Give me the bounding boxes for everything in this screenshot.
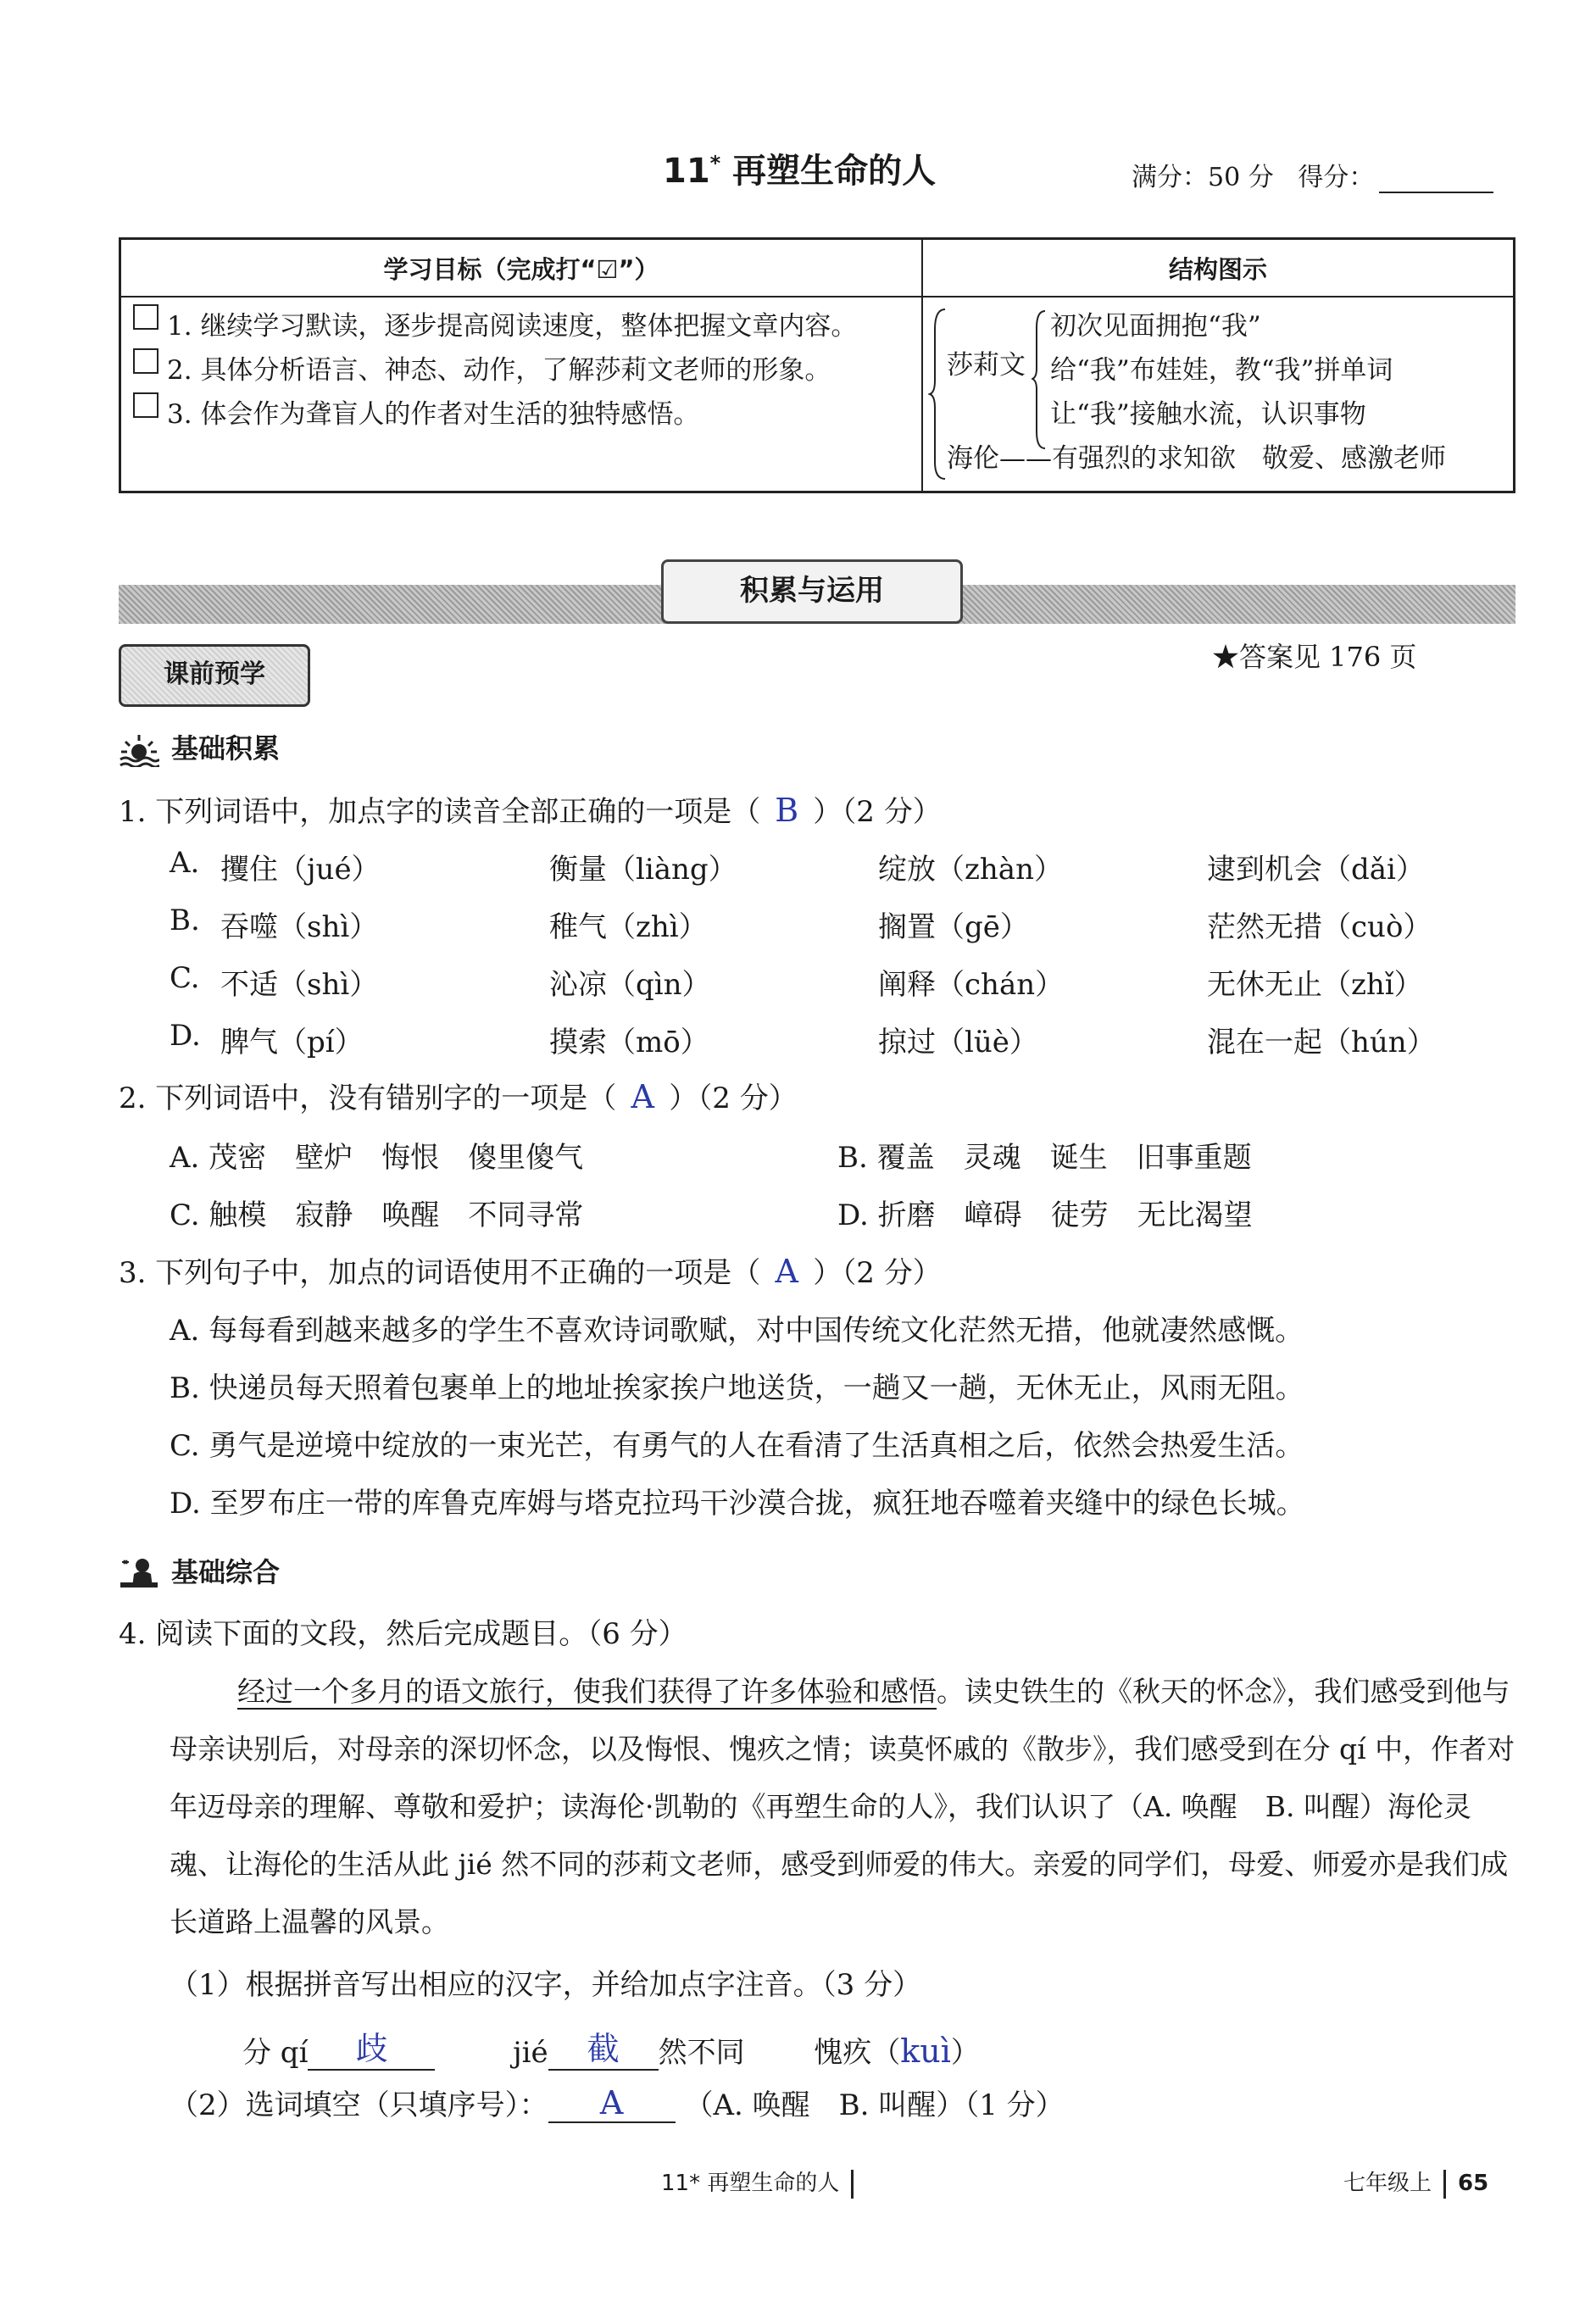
- q2-option-c: C. 触模 寂静 唤醒 不同寻常: [170, 1198, 584, 1232]
- section-title: 积累与运用: [661, 559, 963, 624]
- q3-option-a: A. 每每看到越来越多的学生不喜欢诗词歌赋，对中国传统文化茫然无措，他就凄然感慨。: [170, 1314, 1304, 1348]
- q2-option-a: A. 茂密 壁炉 悔恨 傻里傻气: [170, 1141, 584, 1175]
- footer-lesson: 11* 再塑生命的人: [661, 2171, 840, 2196]
- goals-header: 学习目标（完成打“☑”）: [120, 239, 923, 297]
- sunrise-icon: [119, 733, 159, 767]
- score-blank[interactable]: [1379, 166, 1493, 193]
- footer-divider: [1443, 2170, 1446, 2199]
- title-row: [0, 144, 1596, 203]
- footer-divider: [851, 2170, 854, 2199]
- q4-stem: 4. 阅读下面的文段，然后完成题目。（6 分）: [119, 1617, 687, 1651]
- q2-option-d: D. 折磨 嶂碍 徒劳 无比渴望: [837, 1198, 1253, 1232]
- goals-table: [119, 237, 1515, 493]
- reading-person-icon: [119, 1557, 159, 1591]
- structure-step-2: 给“我”布娃娃，教“我”拼单词: [1050, 355, 1393, 386]
- goal-checkbox[interactable]: [133, 304, 158, 330]
- goals-list: [120, 297, 923, 492]
- q3-stem: 3. 下列句子中，加点的词语使用不正确的一项是（ A ）（2 分）: [119, 1253, 942, 1290]
- footer-grade: 七年级上: [1343, 2171, 1432, 2196]
- q1-option-row: D. 脾气（pí） 摸索（mō） 掠过（lüè） 混在一起（hún）: [170, 1019, 1436, 1059]
- lesson-title: 11* 再塑生命的人: [663, 151, 937, 191]
- goal-item: 2. 具体分析语言、神态、动作，了解莎莉文老师的形象。: [133, 348, 909, 392]
- comp-heading: 基础综合: [119, 1551, 280, 1591]
- score-area: [1132, 156, 1493, 193]
- fill3-answer[interactable]: kuì: [900, 2032, 951, 2070]
- goal-checkbox[interactable]: [133, 392, 158, 418]
- q3-option-d: D. 至罗布庄一带的库鲁克库姆与塔克拉玛干沙漠合拢，疯狂地吞噬着夹缝中的绿色长城。: [170, 1487, 1305, 1521]
- sullivan-label: 莎莉文: [947, 350, 1026, 381]
- q1-answer[interactable]: B: [775, 792, 799, 829]
- structure-diagram: [922, 297, 1515, 492]
- q4-fill-row: 分 qí 歧 jié 截 然不同 愧疚（kuì）: [242, 2022, 980, 2071]
- q2-option-b: B. 覆盖 灵魂 诞生 旧事重题: [837, 1141, 1252, 1175]
- full-score: 满分：50 分: [1132, 163, 1274, 192]
- q2-stem: 2. 下列词语中，没有错别字的一项是（ A ）（2 分）: [119, 1078, 798, 1115]
- goal-checkbox[interactable]: [133, 348, 158, 374]
- q1-option-row: C. 不适（shì） 沁凉（qìn） 阐释（chán） 无休无止（zhǐ）: [170, 961, 1423, 1002]
- goal-item: 1. 继续学习默读，逐步提高阅读速度，整体把握文章内容。: [133, 304, 909, 348]
- q4-passage: 经过一个多月的语文旅行，使我们获得了许多体验和感悟。读史铁生的《秋天的怀念》，我们感受到他与母亲诀别后，对母亲的深切怀念，以及悔恨、愧疚之情；读莫怀戚的《散步》，我们感受到在分 qí 中，作者对年迈母亲的理解、尊敬和爱护；读海伦·凯勒的《再塑生命的人》，我们认识了（A. 唤醒 B. 叫醒）海伦灵魂、让海伦的生活从此 jié 然不同的莎莉文老师，感受到师爱的伟大。亲爱的同学们，母爱、师爱亦是我们成长道路上温馨的风景。: [170, 1675, 1515, 1938]
- goal-item: 3. 体会作为聋盲人的作者对生活的独特感悟。: [133, 392, 909, 436]
- sub2-blank[interactable]: A: [548, 2084, 676, 2123]
- answer-reference: ★答案见 176 页: [1212, 641, 1417, 673]
- q3-answer[interactable]: A: [775, 1253, 798, 1290]
- prep-tag: 课前预学: [119, 644, 310, 707]
- q1-option-row: B. 吞噬（shì） 稚气（zhì） 搁置（gē） 茫然无措（cuò）: [170, 904, 1432, 944]
- structure-header: 结构图示: [922, 239, 1515, 297]
- passage-underlined: 经过一个多月的语文旅行，使我们获得了许多体验和感悟: [237, 1675, 937, 1708]
- q1-options: [170, 846, 1492, 1076]
- q1-option-row: A. 攫住（jué） 衡量（liàng） 绽放（zhàn） 逮到机会（dǎi）: [170, 846, 1425, 887]
- q1-stem: 1. 下列词语中，加点字的读音全部正确的一项是（ B ）（2 分）: [119, 792, 942, 829]
- basic-heading: 基础积累: [119, 727, 280, 767]
- helen-line: 海伦——有强烈的求知欲 敬爱、感激老师: [947, 443, 1446, 474]
- fill2-blank[interactable]: 截: [548, 2022, 659, 2071]
- q2-answer[interactable]: A: [631, 1078, 654, 1115]
- q3-option-b: B. 快递员每天照着包裹单上的地址挨家挨户地送货，一趟又一趟，无休无止，风雨无阻。: [170, 1371, 1304, 1405]
- inner-brace-icon: [1032, 308, 1048, 452]
- page-number: 65: [1458, 2171, 1489, 2196]
- structure-step-1: 初次见面拥抱“我”: [1050, 311, 1261, 342]
- q3-option-c: C. 勇气是逆境中绽放的一束光芒，有勇气的人在看清了生活真相之后，依然会热爱生活。: [170, 1429, 1304, 1463]
- structure-step-3: 让“我”接触水流，认识事物: [1050, 399, 1366, 430]
- q4-sub2: （2）选词填空（只填序号）： A （A. 唤醒 B. 叫醒）（1 分）: [170, 2084, 1065, 2122]
- fill1-blank[interactable]: 歧: [308, 2022, 435, 2071]
- q4-sub1: （1）根据拼音写出相应的汉字，并给加点字注音。（3 分）: [170, 1968, 922, 2002]
- score-label: 得分：: [1298, 163, 1375, 192]
- outer-brace-icon: [928, 304, 945, 482]
